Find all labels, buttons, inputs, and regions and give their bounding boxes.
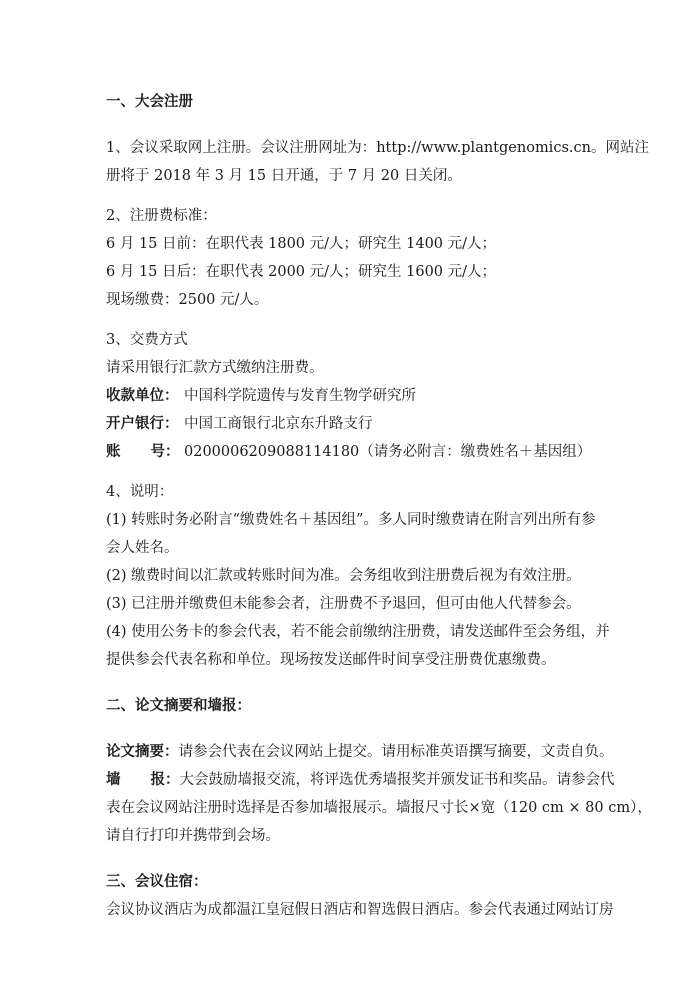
note1-line2: 会人姓名。 [106,540,179,556]
note3: (3) 已注册并缴费但未能参会者，注册费不予退回，但可由他人代替参会。 [106,596,581,612]
poster-line1: 大会鼓励墙报交流，将评选优秀墙报奖并颁发证书和奖品。请参会代 [179,772,615,788]
poster-label-part1: 墙 [106,772,121,788]
note4-line2: 提供参会代表名称和单位。现场按发送邮件时间享受注册费优惠缴费。 [106,652,556,668]
payment-method-intro: 请采用银行汇款方式缴纳注册费。 [106,360,324,376]
registration-item1-line2: 册将于 2018 年 3 月 15 日开通，于 7 月 20 日关闭。 [106,168,462,184]
document-page [106,88,652,924]
poster-line2: 表在会议网站注册时选择是否参加墙报展示。墙报尺寸长×宽（120 cm × 80 cm）， [106,800,652,816]
payee-label: 收款单位： [106,388,179,404]
account-label-part2: 号： [150,444,180,460]
abstract-row [106,738,614,766]
section-heading-abstracts-posters: 二、论文摘要和墙报： [106,698,251,714]
poster-label [106,772,180,788]
accommodation-line1: 会议协议酒店为成都温江皇冠假日酒店和智选假日酒店。参会代表通过网站订房 [106,902,614,918]
payee-value: 中国科学院遗传与发育生物学研究所 [184,388,416,404]
fee-after-date: 6 月 15 日后：在职代表 2000 元/人；研究生 1600 元/人； [106,264,497,280]
poster-row [106,766,615,794]
account-row [106,438,606,466]
note1-line1: (1) 转账时务必附言“缴费姓名＋基因组”。多人同时缴费请在附言列出所有参 [106,512,596,528]
notes-title: 4、说明： [106,484,174,500]
abstract-label: 论文摘要： [106,744,179,760]
payee-row [106,382,606,410]
registration-item1-line1: 1、会议采取网上注册。会议注册网址为：http://www.plantgenomics.cn。网站注 [106,140,649,156]
bank-label: 开户银行： [106,416,179,432]
fee-standard-title: 2、注册费标准： [106,208,217,224]
account-value: 0200006209088114180（请务必附言：缴费姓名＋基因组） [184,444,592,460]
fee-before-date: 6 月 15 日前：在职代表 1800 元/人；研究生 1400 元/人； [106,236,497,252]
account-label-part1: 账 [106,444,121,460]
abstract-text: 请参会代表在会议网站上提交。请用标准英语撰写摘要，文责自负。 [178,744,614,760]
bank-row [106,410,606,438]
poster-line3: 请自行打印并携带到会场。 [106,828,280,844]
note2: (2) 缴费时间以汇款或转账时间为准。会务组收到注册费后视为有效注册。 [106,568,581,584]
payment-method-title: 3、交费方式 [106,332,188,348]
bank-value: 中国工商银行北京东升路支行 [184,416,373,432]
section-heading-registration: 一、大会注册 [106,94,193,110]
poster-label-part2: 报： [150,772,180,788]
note4-line1: (4) 使用公务卡的参会代表，若不能会前缴纳注册费，请发送邮件至会务组，并 [106,624,610,640]
fee-onsite: 现场缴费：2500 元/人。 [106,292,269,308]
account-label [106,438,184,466]
section-heading-accommodation: 三、会议住宿： [106,874,208,890]
